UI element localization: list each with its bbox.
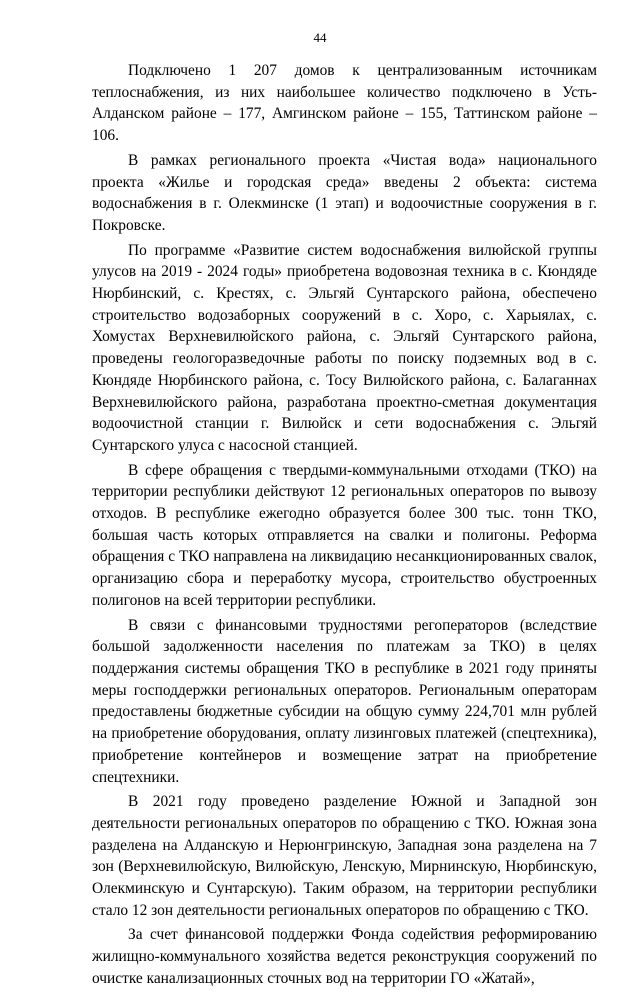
paragraph: В рамках регионального проекта «Чистая вода» национального проекта «Жилье и городская среда» введены 2 объекта: система водоснабжения в г. Олекминске (1 этап) и водоочистные сооружения в г. Покровске. [92, 151, 597, 234]
paragraph: По программе «Развитие систем водоснабжения вилюйской группы улусов на 2019 - 2024 годы» приобретена водовозная техника в с. Кюндяде Нюрбинский, с. Крестях, с. Эльгяй Сунтарского района, обеспечено строительство водозаборных сооружений в с. Хоро, с. Харыялах, с. Хомустах Верхневилюйского района, с. Эльгяй Сунтарского района, проведены геологоразведочные работы по поиску подземных вод в с. Кюндяде Нюрбинского района, с. Тосу Вилюйского района, с. Балаганнах Верхневилюйского района, разработана проектно-сметная документация водоочистной станции г. Вилюйск и сети водоснабжения с. Эльгяй Сунтарского улуса с насосной станцией. [92, 241, 597, 454]
paragraph: За счет финансовой поддержки Фонда содействия реформированию жилищно-коммунального хозяйства ведется реконструкция сооружений по очистке канализационных сточных вод на территории ГО «Жатай», [92, 926, 597, 987]
paragraph: В связи с финансовыми трудностями регоператоров (вследствие большой задолженности населения по платежам за ТКО) в целях поддержания системы обращения ТКО в республике в 2021 году приняты меры господдержки региональных операторов. Региональным операторам предоставлены бюджетные субсидии на общую сумму 224,701 млн рублей на приобретение оборудования, оплату лизинговых платежей (спецтехника), приобретение контейнеров и возмещение затрат на приобретение спецтехники. [92, 616, 597, 786]
paragraph: Подключено 1 207 домов к централизованным источникам теплоснабжения, из них наибольшее количество подключено в Усть-Алданском районе – 177, Амгинском районе – 155, Таттинском районе – 106. [92, 62, 597, 145]
page-number: 44 [313, 30, 327, 45]
document-body [92, 60, 597, 993]
paragraph: В 2021 году проведено разделение Южной и Западной зон деятельности региональных операторов по обращению с ТКО. Южная зона разделена на Алданскую и Нерюнгринскую, Западная зона разделена на 7 зон (Верхневилюйскую, Вилюйскую, Ленскую, Мирнинскую, Нюрбинскую, Олекминскую и Сунтарскую). Таким образом, на территории республики стало 12 зон деятельности региональных операторов по обращению с ТКО. [92, 793, 597, 919]
paragraph: В сфере обращения с твердыми-коммунальными отходами (ТКО) на территории республики действуют 12 региональных операторов по вывозу отходов. В республике ежегодно образуется более 300 тыс. тонн ТКО, большая часть которых отправляется на свалки и полигоны. Реформа обращения с ТКО направлена на ликвидацию несанкционированных свалок, организацию сбора и переработку мусора, строительство обустроенных полигонов на всей территории республики. [92, 461, 597, 609]
